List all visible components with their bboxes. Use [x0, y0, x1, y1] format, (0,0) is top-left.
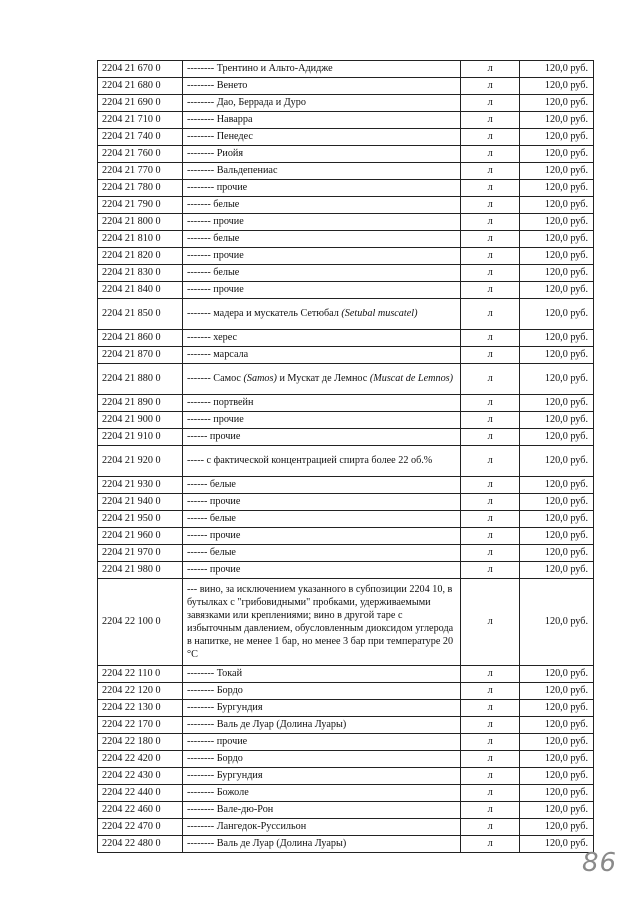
hs-code-cell: 2204 22 460 0 [98, 802, 183, 819]
description-cell: ------- белые [183, 231, 461, 248]
hs-code-cell: 2204 22 480 0 [98, 836, 183, 853]
unit-cell: л [461, 429, 520, 446]
description-cell: ------ прочие [183, 494, 461, 511]
hs-code-cell: 2204 22 470 0 [98, 819, 183, 836]
table-row [98, 666, 594, 683]
description-cell: ------- прочие [183, 214, 461, 231]
unit-cell: л [461, 299, 520, 330]
price-cell: 120,0 руб. [520, 579, 594, 666]
table-row [98, 683, 594, 700]
description-cell: ------- портвейн [183, 395, 461, 412]
price-cell: 120,0 руб. [520, 265, 594, 282]
unit-cell: л [461, 248, 520, 265]
hs-code-cell: 2204 21 770 0 [98, 163, 183, 180]
description-cell: ----- с фактической концентрацией спирта более 22 об.% [183, 446, 461, 477]
price-cell: 120,0 руб. [520, 231, 594, 248]
price-cell: 120,0 руб. [520, 528, 594, 545]
table-row [98, 836, 594, 853]
hs-code-cell: 2204 21 780 0 [98, 180, 183, 197]
table-row [98, 785, 594, 802]
price-cell: 120,0 руб. [520, 330, 594, 347]
table-row [98, 700, 594, 717]
unit-cell: л [461, 129, 520, 146]
price-cell: 120,0 руб. [520, 717, 594, 734]
price-cell: 120,0 руб. [520, 146, 594, 163]
table-row [98, 545, 594, 562]
description-cell: ------- белые [183, 197, 461, 214]
tariff-table-body [98, 61, 594, 853]
table-row [98, 214, 594, 231]
description-cell: ------ прочие [183, 429, 461, 446]
price-cell: 120,0 руб. [520, 683, 594, 700]
price-cell: 120,0 руб. [520, 78, 594, 95]
table-row [98, 717, 594, 734]
description-cell: ------- марсала [183, 347, 461, 364]
table-row [98, 248, 594, 265]
description-cell: ------- мадера и мускатель Сетюбал (Setubal muscatel) [183, 299, 461, 330]
price-cell: 120,0 руб. [520, 412, 594, 429]
table-row [98, 347, 594, 364]
unit-cell: л [461, 734, 520, 751]
hs-code-cell: 2204 21 740 0 [98, 129, 183, 146]
price-cell: 120,0 руб. [520, 61, 594, 78]
unit-cell: л [461, 751, 520, 768]
hs-code-cell: 2204 21 850 0 [98, 299, 183, 330]
hs-code-cell: 2204 21 860 0 [98, 330, 183, 347]
description-cell: ------- херес [183, 330, 461, 347]
table-row [98, 61, 594, 78]
table-row [98, 78, 594, 95]
hs-code-cell: 2204 21 670 0 [98, 61, 183, 78]
hs-code-cell: 2204 21 680 0 [98, 78, 183, 95]
unit-cell: л [461, 180, 520, 197]
description-cell: -------- Трентино и Альто-Адидже [183, 61, 461, 78]
description-cell: ------ белые [183, 511, 461, 528]
unit-cell: л [461, 265, 520, 282]
price-cell: 120,0 руб. [520, 347, 594, 364]
price-cell: 120,0 руб. [520, 429, 594, 446]
unit-cell: л [461, 78, 520, 95]
unit-cell: л [461, 214, 520, 231]
price-cell: 120,0 руб. [520, 734, 594, 751]
price-cell: 120,0 руб. [520, 395, 594, 412]
price-cell: 120,0 руб. [520, 802, 594, 819]
price-cell: 120,0 руб. [520, 163, 594, 180]
hs-code-cell: 2204 21 880 0 [98, 364, 183, 395]
unit-cell: л [461, 395, 520, 412]
table-row [98, 446, 594, 477]
table-row [98, 299, 594, 330]
description-cell: -------- Дао, Беррада и Дуро [183, 95, 461, 112]
description-cell: ------- прочие [183, 248, 461, 265]
price-cell: 120,0 руб. [520, 248, 594, 265]
price-cell: 120,0 руб. [520, 180, 594, 197]
price-cell: 120,0 руб. [520, 477, 594, 494]
table-row [98, 734, 594, 751]
unit-cell: л [461, 146, 520, 163]
price-cell: 120,0 руб. [520, 214, 594, 231]
price-cell: 120,0 руб. [520, 785, 594, 802]
table-row [98, 562, 594, 579]
table-row [98, 95, 594, 112]
hs-code-cell: 2204 22 420 0 [98, 751, 183, 768]
hs-code-cell: 2204 22 430 0 [98, 768, 183, 785]
description-cell: ------ белые [183, 477, 461, 494]
table-row [98, 330, 594, 347]
table-row [98, 163, 594, 180]
price-cell: 120,0 руб. [520, 700, 594, 717]
table-row [98, 395, 594, 412]
unit-cell: л [461, 412, 520, 429]
unit-cell: л [461, 785, 520, 802]
tariff-table [97, 60, 594, 853]
price-cell: 120,0 руб. [520, 751, 594, 768]
description-cell: ------- прочие [183, 412, 461, 429]
hs-code-cell: 2204 21 710 0 [98, 112, 183, 129]
table-row [98, 180, 594, 197]
hs-code-cell: 2204 22 180 0 [98, 734, 183, 751]
unit-cell: л [461, 112, 520, 129]
unit-cell: л [461, 836, 520, 853]
unit-cell: л [461, 231, 520, 248]
hs-code-cell: 2204 22 110 0 [98, 666, 183, 683]
price-cell: 120,0 руб. [520, 282, 594, 299]
table-row [98, 477, 594, 494]
description-cell: -------- Наварра [183, 112, 461, 129]
hs-code-cell: 2204 22 170 0 [98, 717, 183, 734]
unit-cell: л [461, 579, 520, 666]
table-row [98, 129, 594, 146]
price-cell: 120,0 руб. [520, 511, 594, 528]
description-cell: -------- Вальдепениас [183, 163, 461, 180]
description-cell: -------- Валь де Луар (Долина Луары) [183, 836, 461, 853]
price-cell: 120,0 руб. [520, 819, 594, 836]
price-cell: 120,0 руб. [520, 446, 594, 477]
description-cell: -------- Валь де Луар (Долина Луары) [183, 717, 461, 734]
table-row [98, 802, 594, 819]
table-row [98, 197, 594, 214]
hs-code-cell: 2204 22 440 0 [98, 785, 183, 802]
description-cell: -------- Вале-дю-Рон [183, 802, 461, 819]
description-cell: ------ прочие [183, 528, 461, 545]
table-row [98, 412, 594, 429]
hs-code-cell: 2204 21 940 0 [98, 494, 183, 511]
description-cell: ------- Самос (Samos) и Мускат де Лемнос (Muscat de Lemnos) [183, 364, 461, 395]
price-cell: 120,0 руб. [520, 299, 594, 330]
description-cell: -------- Лангедок-Руссильон [183, 819, 461, 836]
description-cell: -------- прочие [183, 734, 461, 751]
description-cell: -------- Бордо [183, 751, 461, 768]
description-cell: -------- Риойя [183, 146, 461, 163]
hs-code-cell: 2204 21 970 0 [98, 545, 183, 562]
unit-cell: л [461, 197, 520, 214]
unit-cell: л [461, 768, 520, 785]
table-row [98, 579, 594, 666]
hs-code-cell: 2204 22 120 0 [98, 683, 183, 700]
table-row [98, 768, 594, 785]
unit-cell: л [461, 347, 520, 364]
description-cell: -------- прочие [183, 180, 461, 197]
hs-code-cell: 2204 21 790 0 [98, 197, 183, 214]
hs-code-cell: 2204 22 130 0 [98, 700, 183, 717]
table-row [98, 282, 594, 299]
table-row [98, 265, 594, 282]
unit-cell: л [461, 163, 520, 180]
hs-code-cell: 2204 21 760 0 [98, 146, 183, 163]
unit-cell: л [461, 683, 520, 700]
description-cell: -------- Божоле [183, 785, 461, 802]
table-row [98, 751, 594, 768]
description-cell: -------- Пенедес [183, 129, 461, 146]
hs-code-cell: 2204 21 930 0 [98, 477, 183, 494]
description-cell: -------- Бордо [183, 683, 461, 700]
hs-code-cell: 2204 22 100 0 [98, 579, 183, 666]
hs-code-cell: 2204 21 960 0 [98, 528, 183, 545]
price-cell: 120,0 руб. [520, 364, 594, 395]
unit-cell: л [461, 494, 520, 511]
hs-code-cell: 2204 21 920 0 [98, 446, 183, 477]
unit-cell: л [461, 528, 520, 545]
unit-cell: л [461, 700, 520, 717]
unit-cell: л [461, 446, 520, 477]
table-row [98, 146, 594, 163]
hs-code-cell: 2204 21 950 0 [98, 511, 183, 528]
description-cell: -------- Венето [183, 78, 461, 95]
hs-code-cell: 2204 21 810 0 [98, 231, 183, 248]
hs-code-cell: 2204 21 820 0 [98, 248, 183, 265]
unit-cell: л [461, 666, 520, 683]
price-cell: 120,0 руб. [520, 562, 594, 579]
price-cell: 120,0 руб. [520, 197, 594, 214]
price-cell: 120,0 руб. [520, 129, 594, 146]
hs-code-cell: 2204 21 800 0 [98, 214, 183, 231]
description-cell: --- вино, за исключением указанного в субпозиции 2204 10, в бутылках с "грибовидными" пробками, удерживаемыми завязками или креплениями; вино в другой таре с избыточным давлением, обусловленным диоксидом углерода в напитке, не менее 1 бар, но менее 3 бар при температуре 20 °С [183, 579, 461, 666]
table-row [98, 429, 594, 446]
unit-cell: л [461, 61, 520, 78]
price-cell: 120,0 руб. [520, 545, 594, 562]
unit-cell: л [461, 330, 520, 347]
description-cell: ------ белые [183, 545, 461, 562]
price-cell: 120,0 руб. [520, 95, 594, 112]
hs-code-cell: 2204 21 830 0 [98, 265, 183, 282]
description-cell: ------- белые [183, 265, 461, 282]
description-cell: -------- Токай [183, 666, 461, 683]
unit-cell: л [461, 819, 520, 836]
unit-cell: л [461, 545, 520, 562]
hs-code-cell: 2204 21 870 0 [98, 347, 183, 364]
unit-cell: л [461, 95, 520, 112]
unit-cell: л [461, 802, 520, 819]
price-cell: 120,0 руб. [520, 666, 594, 683]
description-cell: ------ прочие [183, 562, 461, 579]
page-number: 86 [582, 848, 618, 878]
hs-code-cell: 2204 21 890 0 [98, 395, 183, 412]
hs-code-cell: 2204 21 840 0 [98, 282, 183, 299]
unit-cell: л [461, 364, 520, 395]
unit-cell: л [461, 477, 520, 494]
description-cell: -------- Бургундия [183, 700, 461, 717]
description-cell: ------- прочие [183, 282, 461, 299]
unit-cell: л [461, 282, 520, 299]
table-row [98, 364, 594, 395]
price-cell: 120,0 руб. [520, 836, 594, 853]
table-row [98, 494, 594, 511]
table-row [98, 528, 594, 545]
price-cell: 120,0 руб. [520, 494, 594, 511]
hs-code-cell: 2204 21 980 0 [98, 562, 183, 579]
unit-cell: л [461, 562, 520, 579]
unit-cell: л [461, 511, 520, 528]
table-row [98, 231, 594, 248]
table-row [98, 819, 594, 836]
table-row [98, 112, 594, 129]
description-cell: -------- Бургундия [183, 768, 461, 785]
price-cell: 120,0 руб. [520, 768, 594, 785]
hs-code-cell: 2204 21 690 0 [98, 95, 183, 112]
hs-code-cell: 2204 21 910 0 [98, 429, 183, 446]
unit-cell: л [461, 717, 520, 734]
table-row [98, 511, 594, 528]
price-cell: 120,0 руб. [520, 112, 594, 129]
hs-code-cell: 2204 21 900 0 [98, 412, 183, 429]
